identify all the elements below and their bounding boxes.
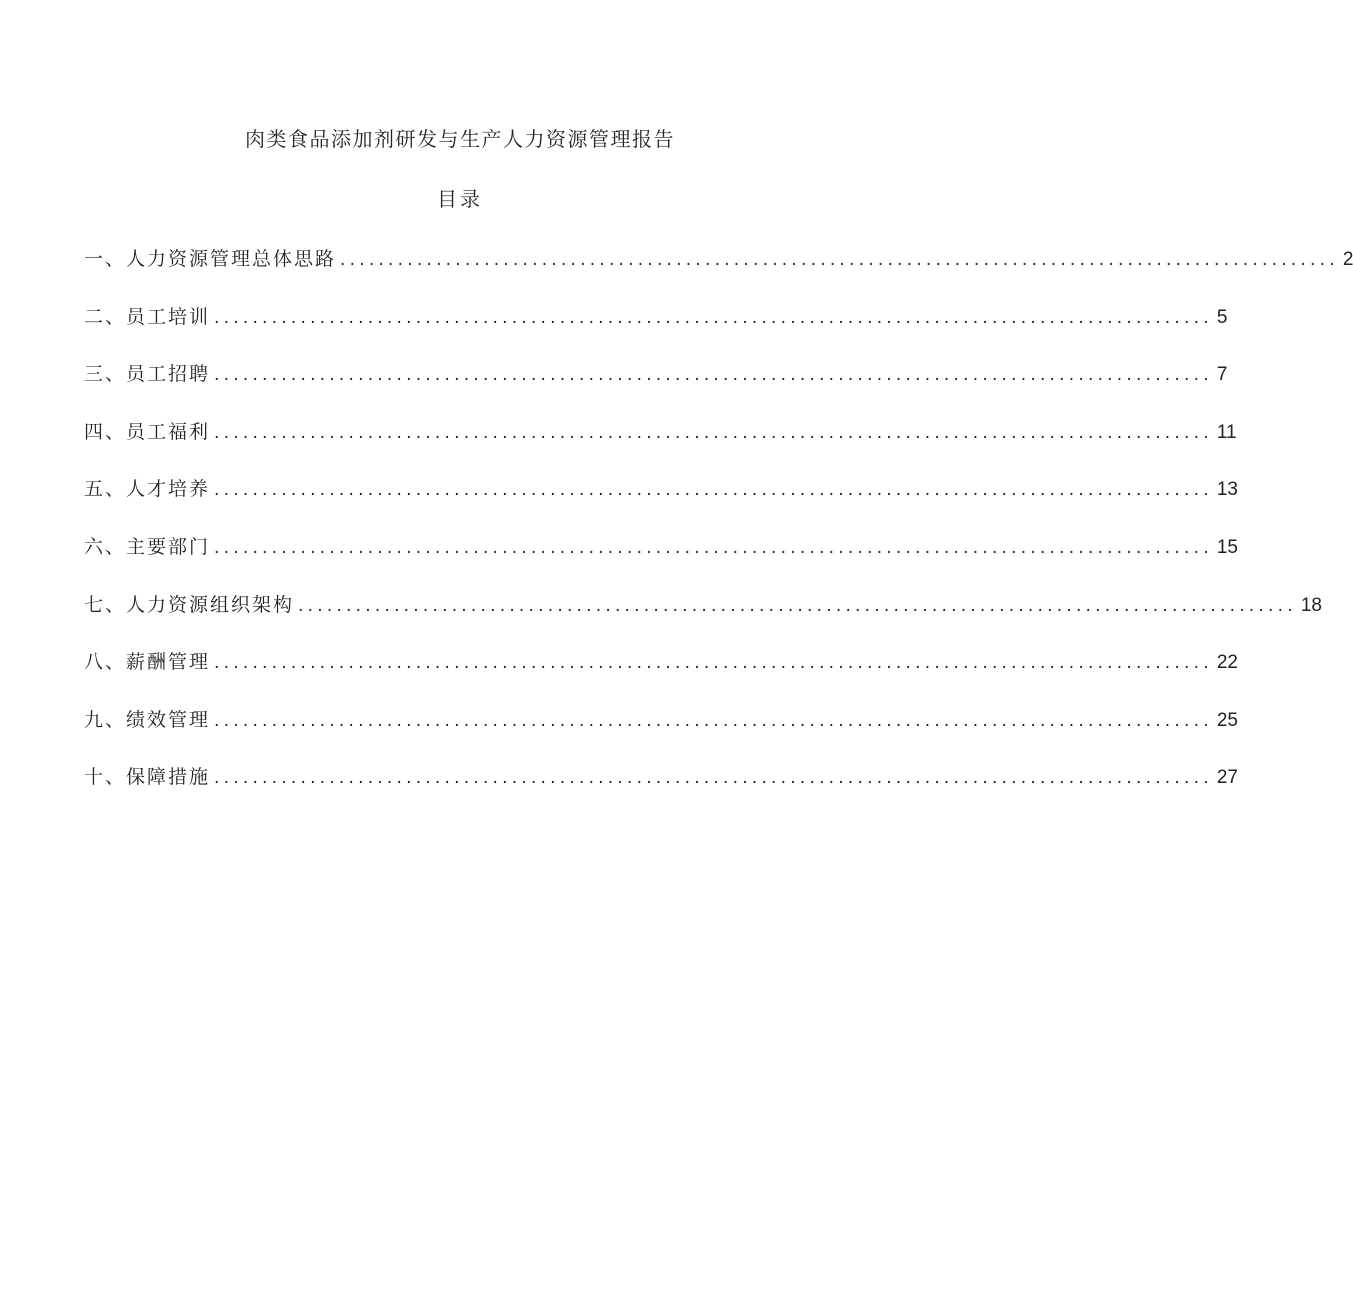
- document-title: 肉类食品添加剂研发与生产人力资源管理报告: [245, 127, 675, 151]
- toc-entry-number: 三、: [84, 363, 127, 386]
- toc-entry[interactable]: [84, 762, 1238, 820]
- toc-entry[interactable]: [84, 417, 1237, 475]
- toc-dot-leader: ........................................................................................................: [298, 595, 1297, 616]
- toc-entry[interactable]: [84, 244, 1353, 302]
- toc-entry-label: 员工招聘: [126, 363, 211, 386]
- toc-entry-page: 18: [1300, 594, 1322, 616]
- toc-entry-label: 薪酬管理: [126, 651, 211, 674]
- toc-dot-leader: ........................................................................................................: [214, 537, 1213, 558]
- toc-entry-number: 六、: [84, 535, 127, 558]
- toc-entry-page: 2: [1342, 249, 1353, 270]
- toc-dot-leader: ........................................................................................................: [214, 710, 1213, 731]
- toc-entry-number: 八、: [84, 651, 127, 674]
- toc-dot-leader: ........................................................................................................: [340, 250, 1339, 270]
- toc-entry-label: 员工福利: [126, 420, 211, 443]
- toc-entry[interactable]: [84, 302, 1228, 360]
- toc-entry-page: 11: [1216, 421, 1237, 443]
- toc-dot-leader: ........................................................................................................: [214, 653, 1213, 674]
- toc-entry-label: 人力资源组织架构: [126, 593, 295, 616]
- toc-entry[interactable]: [84, 590, 1322, 648]
- toc-entry[interactable]: [84, 474, 1238, 532]
- toc-entry-number: 九、: [84, 708, 127, 731]
- toc-entry-page: 13: [1216, 479, 1238, 501]
- toc-entry-label: 保障措施: [126, 766, 211, 789]
- toc-heading: 目录: [437, 187, 483, 211]
- toc-entry-number: 十、: [84, 766, 127, 789]
- toc-entry-page: 5: [1216, 306, 1228, 328]
- toc-entry-page: 25: [1216, 709, 1238, 731]
- toc-entry-number: 一、: [84, 248, 127, 270]
- toc-dot-leader: ........................................................................................................: [214, 422, 1213, 443]
- toc-dot-leader: ........................................................................................................: [214, 365, 1213, 386]
- toc-entry[interactable]: [84, 647, 1238, 705]
- toc-entry-number: 二、: [84, 305, 127, 328]
- toc-dot-leader: ........................................................................................................: [214, 480, 1213, 501]
- toc-entry-label: 人力资源管理总体思路: [126, 248, 337, 270]
- toc-entry-page: 27: [1216, 767, 1238, 789]
- toc-entry-label: 人才培养: [126, 478, 211, 501]
- toc-entry-label: 绩效管理: [126, 708, 211, 731]
- toc-dot-leader: ........................................................................................................: [214, 307, 1213, 328]
- toc-entry-page: 15: [1216, 536, 1238, 558]
- toc-entry-page: 7: [1216, 364, 1228, 386]
- toc-entry-number: 五、: [84, 478, 127, 501]
- toc-entry-label: 主要部门: [126, 535, 211, 558]
- toc-entry-label: 员工培训: [126, 305, 211, 328]
- table-of-contents: [84, 244, 1353, 820]
- toc-entry[interactable]: [84, 532, 1238, 590]
- toc-entry[interactable]: [84, 359, 1228, 417]
- toc-entry-page: 22: [1216, 652, 1238, 674]
- toc-dot-leader: ........................................................................................................: [214, 768, 1213, 789]
- toc-entry-number: 四、: [84, 420, 127, 443]
- toc-entry[interactable]: [84, 705, 1238, 763]
- toc-entry-number: 七、: [84, 593, 127, 616]
